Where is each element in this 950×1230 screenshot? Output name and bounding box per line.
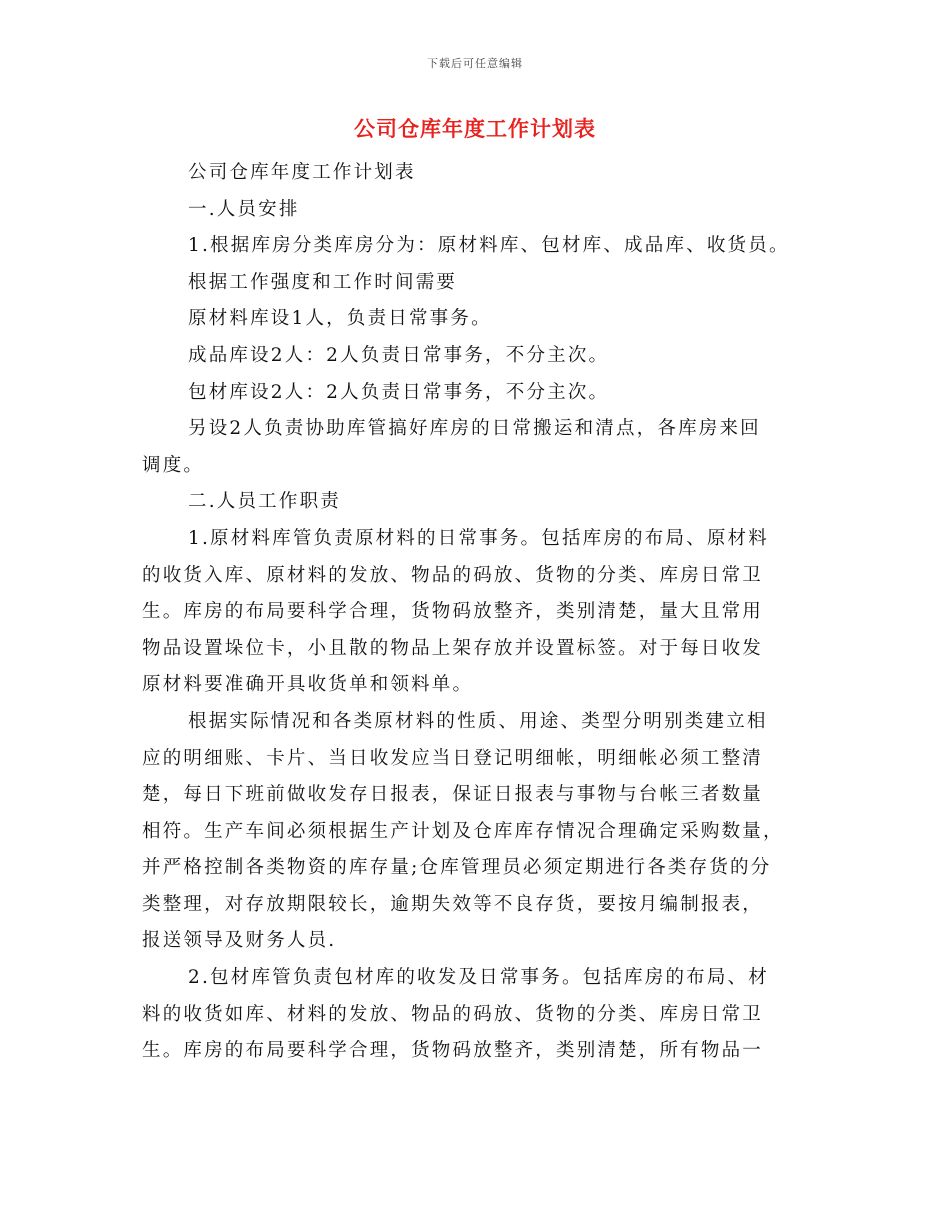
body-line: 应的明细账、卡片、当日收发应当日登记明细帐，明细帐必须工整清 (142, 747, 764, 769)
body-line: 2.包材库管负责包材库的收发及日常事务。包括库房的布局、材 (188, 967, 769, 989)
body-line: 并严格控制各类物资的库存量;仓库管理员必须定期进行各类存货的分 (142, 857, 772, 879)
document-title: 公司仓库年度工作计划表 (354, 116, 596, 141)
body-line: 物品设置垛位卡，小且散的物品上架存放并设置标签。对于每日收发 (142, 637, 764, 659)
body-line: 原材料要准确开具收货单和领料单。 (142, 674, 474, 696)
body-line: 报送领导及财务人员. (142, 930, 337, 952)
body-line: 类整理，对存放期限较长，逾期失效等不良存货，要按月编制报表， (142, 893, 764, 915)
body-line: 相符。生产车间必须根据生产计划及仓库库存情况合理确定采购数量， (142, 820, 784, 842)
body-line: 包材库设2人：2人负责日常事务，不分主次。 (188, 381, 610, 403)
body-line: 根据实际情况和各类原材料的性质、用途、类型分明别类建立相 (188, 710, 768, 732)
body-line: 二.人员工作职责 (188, 491, 341, 513)
body-line: 生。库房的布局要科学合理，货物码放整齐，类别清楚，量大且常用 (142, 601, 764, 623)
body-line: 原材料库设1人，负责日常事务。 (188, 308, 492, 330)
body-line: 1.根据库房分类库房分为：原材料库、包材库、成品库、收货员。 (188, 235, 790, 257)
body-line: 楚，每日下班前做收发存日报表，保证日报表与事物与台帐三者数量 (142, 784, 764, 806)
header-note: 下载后可任意编辑 (427, 57, 523, 70)
body-line: 料的收货如库、材料的发放、物品的码放、货物的分类、库房日常卫 (142, 1003, 764, 1025)
body-line: 根据工作强度和工作时间需要 (188, 271, 458, 293)
body-line: 另设2人负责协助库管搞好库房的日常搬运和清点，各库房来回 (188, 418, 761, 440)
body-line: 的收货入库、原材料的发放、物品的码放、货物的分类、库房日常卫 (142, 564, 764, 586)
body-line: 调度。 (142, 454, 205, 476)
body-line: 生。库房的布局要科学合理，货物码放整齐，类别清楚，所有物品一 (142, 1040, 764, 1062)
document-body (142, 155, 812, 1070)
body-line: 1.原材料库管负责原材料的日常事务。包括库房的布局、原材料 (188, 527, 769, 549)
body-line: 一.人员安排 (188, 198, 300, 220)
body-line: 公司仓库年度工作计划表 (188, 162, 416, 183)
body-line: 成品库设2人：2人负责日常事务，不分主次。 (188, 344, 610, 366)
